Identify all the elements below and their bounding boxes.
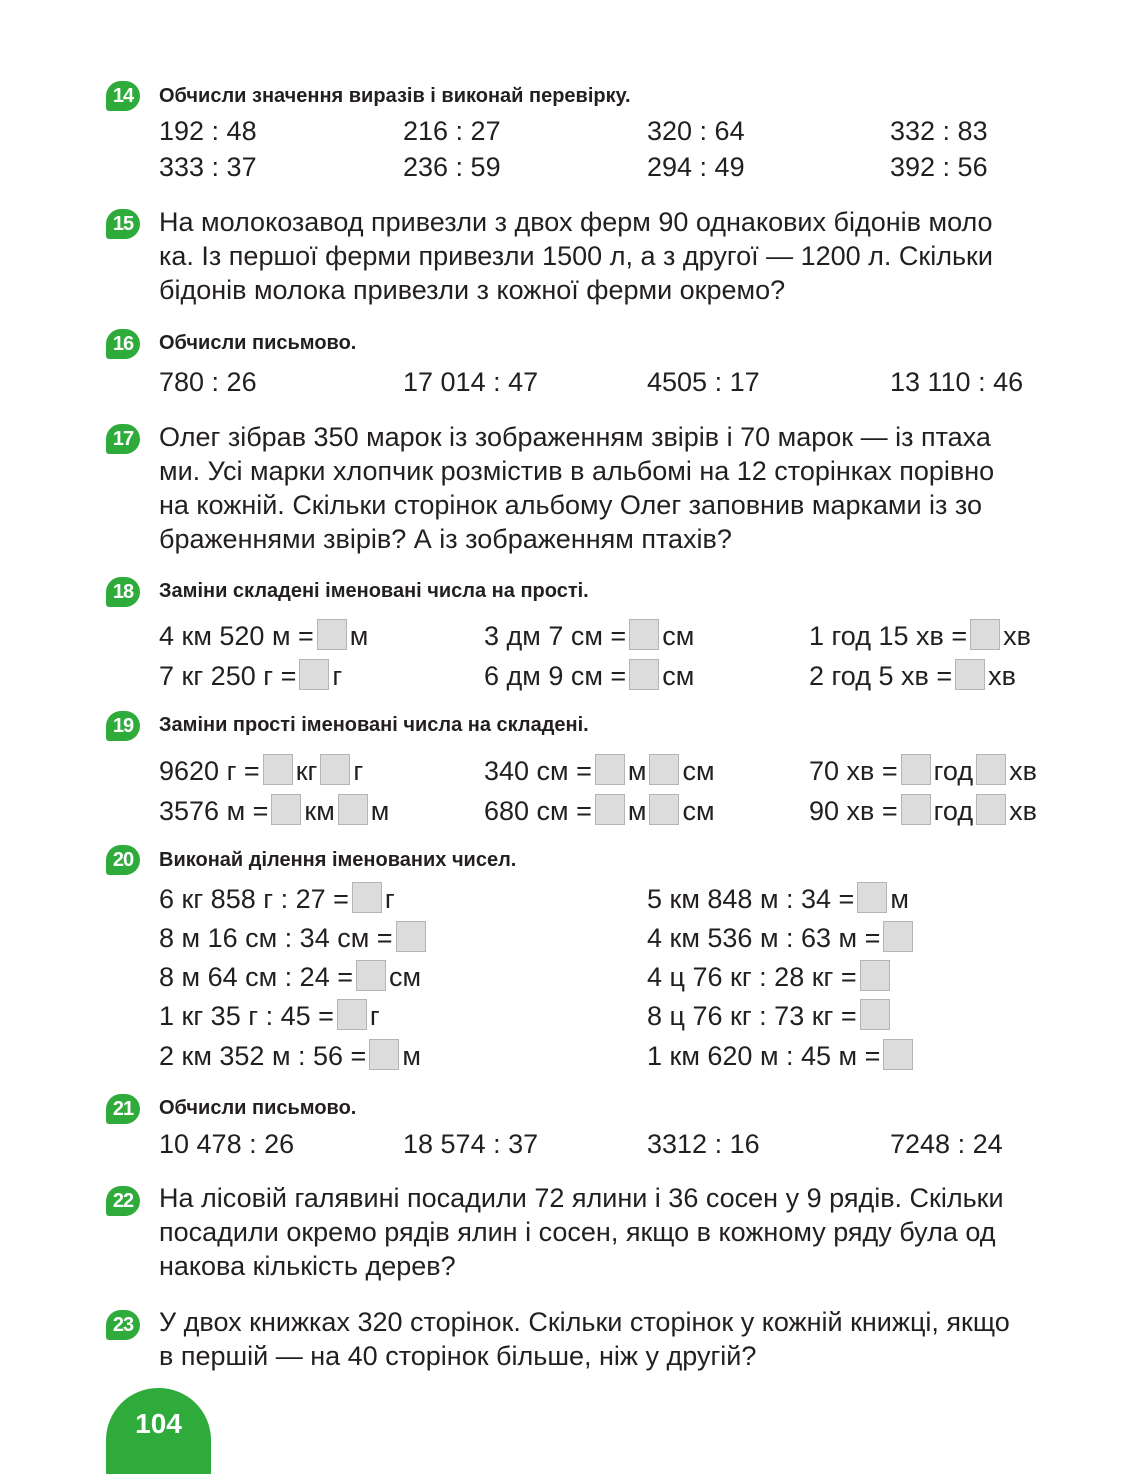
- expression: 332 : 83: [890, 116, 988, 146]
- task-number-badge: 18: [106, 577, 140, 607]
- answer-box[interactable]: [976, 794, 1006, 825]
- division-item: 1 км 620 м : 45 м =: [647, 1039, 916, 1072]
- expression: 7248 : 24: [890, 1129, 1003, 1159]
- conversion-item: 3 дм 7 см = см: [484, 621, 695, 651]
- answer-box[interactable]: [396, 921, 426, 952]
- problem-text-line: на кожній. Скільки сторінок альбому Олег заповнив марками із зо: [159, 490, 983, 520]
- expression: 18 574 : 37: [403, 1129, 539, 1159]
- problem-text-line: ми. Усі марки хлопчик розмістив в альбомі на 12 сторінках порівно: [159, 456, 995, 486]
- answer-box[interactable]: [955, 659, 985, 690]
- task-number-badge: 14: [106, 81, 140, 111]
- task-instruction: Обчисли письмово.: [159, 332, 357, 354]
- answer-box[interactable]: [649, 754, 679, 785]
- problem-text-line: в першій — на 40 сторінок більше, ніж у другій?: [159, 1341, 757, 1371]
- division-item: 4 ц 76 кг : 28 кг =: [647, 960, 893, 993]
- expression: 392 : 56: [890, 152, 988, 182]
- problem-text-line: ка. Із першої ферми привезли 1500 л, а з другої — 1200 л. Скільки: [159, 241, 993, 271]
- answer-box[interactable]: [337, 999, 367, 1030]
- task-instruction: Заміни прості іменовані числа на складені.: [159, 714, 589, 736]
- task-instruction: Обчисли значення виразів і виконай перевірку.: [159, 85, 631, 107]
- conversion-item: 70 хв = год хв: [809, 756, 1037, 786]
- task-number-badge: 23: [106, 1310, 140, 1340]
- problem-text-line: На лісовій галявині посадили 72 ялини і 36 сосен у 9 рядів. Скільки: [159, 1183, 1004, 1213]
- answer-box[interactable]: [649, 794, 679, 825]
- problem-text-line: У двох книжках 320 сторінок. Скільки сторінок у кожній книжці, якщо: [159, 1307, 1010, 1337]
- answer-box[interactable]: [883, 921, 913, 952]
- expression: 192 : 48: [159, 116, 257, 146]
- task-number-badge: 20: [106, 845, 140, 875]
- conversion-item: 1 год 15 хв = хв: [809, 621, 1031, 651]
- page-number: 104: [135, 1408, 182, 1439]
- division-item: 8 ц 76 кг : 73 кг =: [647, 999, 893, 1032]
- problem-text-line: бідонів молока привезли з кожної ферми окремо?: [159, 275, 786, 305]
- answer-box[interactable]: [629, 659, 659, 690]
- answer-box[interactable]: [369, 1039, 399, 1070]
- conversion-item: 7 кг 250 г = г: [159, 661, 343, 691]
- conversion-item: 680 см = м см: [484, 796, 715, 826]
- expression: 333 : 37: [159, 152, 257, 182]
- division-item: 5 км 848 м : 34 = м: [647, 884, 909, 914]
- expression: 17 014 : 47: [403, 367, 539, 397]
- conversion-item: 2 год 5 хв = хв: [809, 661, 1016, 691]
- answer-box[interactable]: [317, 619, 347, 650]
- problem-text-line: Олег зібрав 350 марок із зображенням звірів і 70 марок — із птаха: [159, 422, 991, 452]
- answer-box[interactable]: [883, 1039, 913, 1070]
- expression: 13 110 : 46: [890, 367, 1024, 397]
- task-number-badge: 15: [106, 209, 140, 239]
- conversion-item: 340 см = м см: [484, 756, 715, 786]
- expression: 236 : 59: [403, 152, 501, 182]
- division-item: 1 кг 35 г : 45 = г: [159, 1001, 380, 1031]
- task-number-badge: 17: [106, 424, 140, 454]
- division-item: 4 км 536 м : 63 м =: [647, 921, 916, 954]
- expression: 216 : 27: [403, 116, 501, 146]
- expression: 294 : 49: [647, 152, 745, 182]
- answer-box[interactable]: [629, 619, 659, 650]
- expression: 780 : 26: [159, 367, 257, 397]
- answer-box[interactable]: [595, 794, 625, 825]
- answer-box[interactable]: [320, 754, 350, 785]
- problem-text-line: накова кількість дерев?: [159, 1251, 456, 1281]
- problem-text-line: На молокозавод привезли з двох ферм 90 однакових бідонів моло: [159, 207, 993, 237]
- expression: 3312 : 16: [647, 1129, 760, 1159]
- conversion-item: 90 хв = год хв: [809, 796, 1037, 826]
- answer-box[interactable]: [860, 999, 890, 1030]
- answer-box[interactable]: [901, 754, 931, 785]
- answer-box[interactable]: [299, 659, 329, 690]
- answer-box[interactable]: [857, 882, 887, 913]
- division-item: 8 м 64 см : 24 = см: [159, 962, 422, 992]
- division-item: 8 м 16 см : 34 см =: [159, 921, 429, 954]
- answer-box[interactable]: [860, 960, 890, 991]
- answer-box[interactable]: [271, 794, 301, 825]
- task-instruction: Обчисли письмово.: [159, 1097, 357, 1119]
- conversion-item: 4 км 520 м = м: [159, 621, 369, 651]
- answer-box[interactable]: [901, 794, 931, 825]
- problem-text-line: браженнями звірів? А із зображенням птахів?: [159, 524, 732, 554]
- answer-box[interactable]: [976, 754, 1006, 785]
- task-number-badge: 22: [106, 1186, 140, 1216]
- answer-box[interactable]: [263, 754, 293, 785]
- answer-box[interactable]: [595, 754, 625, 785]
- division-item: 6 кг 858 г : 27 = г: [159, 884, 395, 914]
- expression: 320 : 64: [647, 116, 745, 146]
- answer-box[interactable]: [356, 960, 386, 991]
- conversion-item: 3576 м = км м: [159, 796, 390, 826]
- answer-box[interactable]: [352, 882, 382, 913]
- task-number-badge: 16: [106, 329, 140, 359]
- conversion-item: 9620 г = кг г: [159, 756, 364, 786]
- task-number-badge: 19: [106, 711, 140, 741]
- task-instruction: Заміни складені іменовані числа на прості.: [159, 580, 589, 602]
- conversion-item: 6 дм 9 см = см: [484, 661, 695, 691]
- division-item: 2 км 352 м : 56 = м: [159, 1041, 421, 1071]
- task-number-badge: 21: [106, 1094, 140, 1124]
- expression: 10 478 : 26: [159, 1129, 295, 1159]
- task-instruction: Виконай ділення іменованих чисел.: [159, 849, 517, 871]
- answer-box[interactable]: [338, 794, 368, 825]
- answer-box[interactable]: [970, 619, 1000, 650]
- expression: 4505 : 17: [647, 367, 760, 397]
- problem-text-line: посадили окремо рядів ялин і сосен, якщо в кожному ряду була од: [159, 1217, 996, 1247]
